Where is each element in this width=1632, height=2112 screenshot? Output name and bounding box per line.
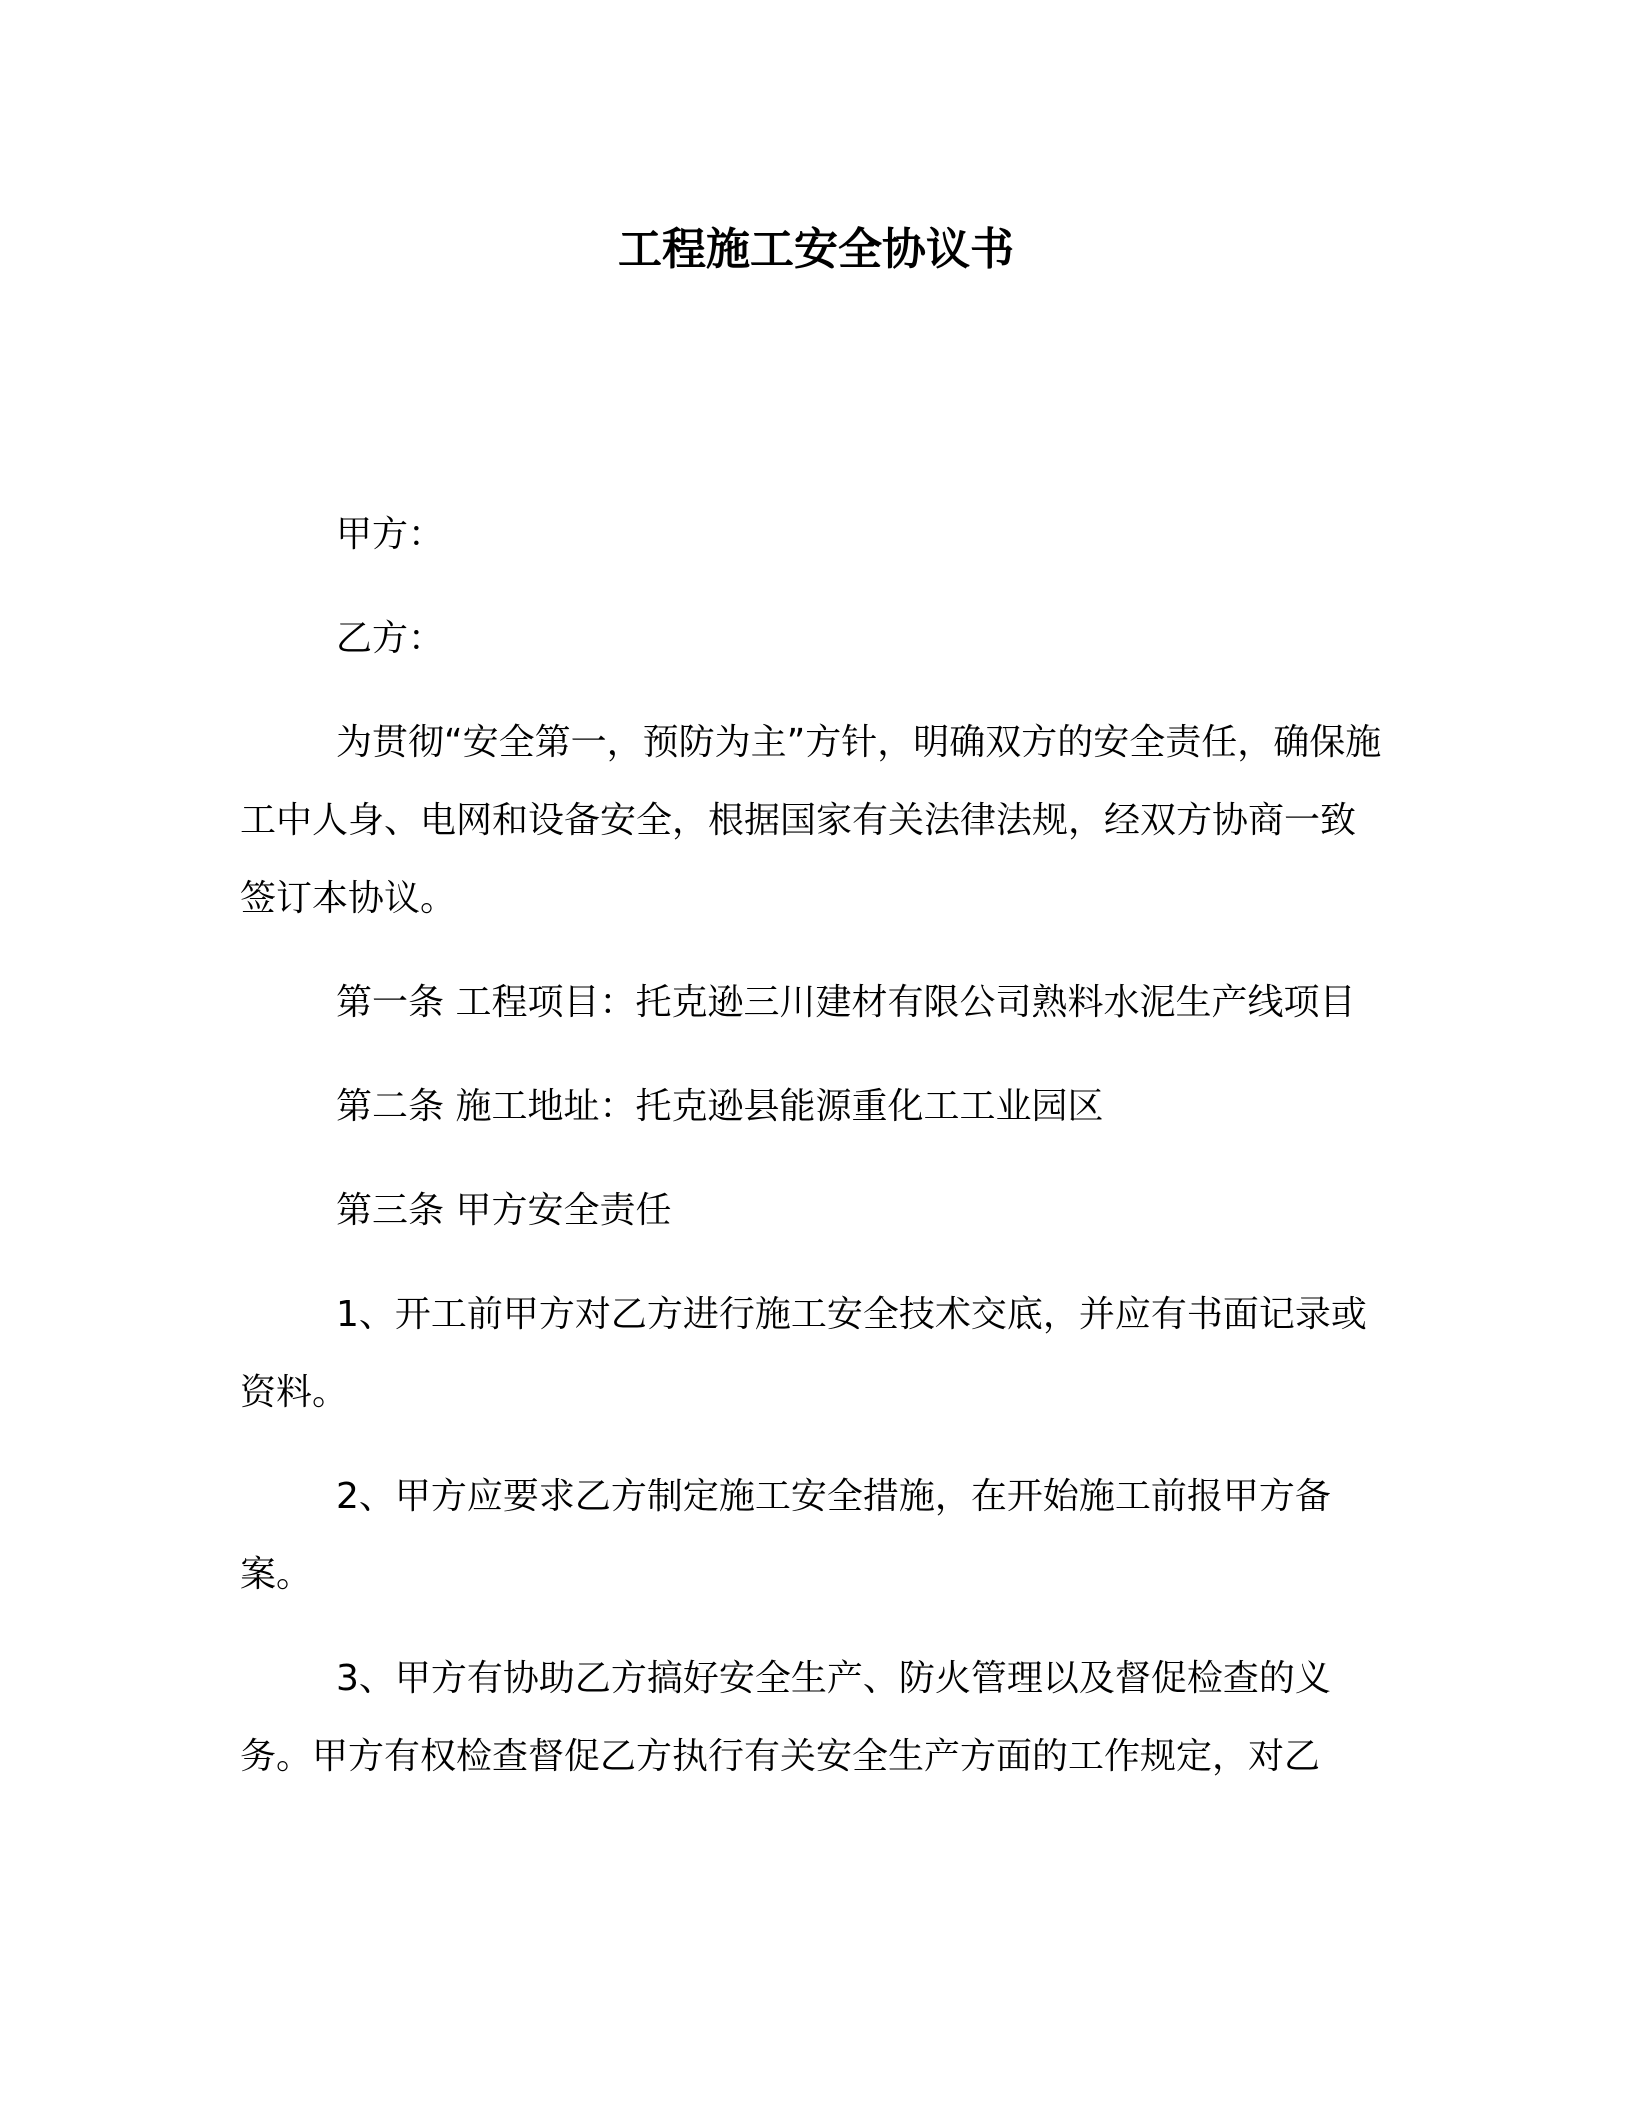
article-2-address: 第二条 施工地址：托克逊县能源重化工工业园区 [336,1086,1104,1127]
article-3-item-3: 3、甲方有协助乙方搞好安全生产、防火管理以及督促检查的义务。甲方有权检查督促乙方执行有关安全生产方面的工作规定，对乙 [240,1658,1331,1777]
article-3-heading: 第三条 甲方安全责任 [336,1190,672,1231]
party-a-line: 甲方： [336,514,445,555]
article-3-item-1: 1、开工前甲方对乙方进行施工安全技术交底，并应有书面记录或资料。 [240,1294,1367,1413]
party-b-line: 乙方： [336,618,445,659]
document-title: 工程施工安全协议书 [618,224,1014,275]
preamble-paragraph: 为贯彻“安全第一，预防为主”方针，明确双方的安全责任，确保施工中人身、电网和设备安全，根据国家有关法律法规，经双方协商一致签订本协议。 [240,722,1382,919]
article-1-project: 第一条 工程项目：托克逊三川建材有限公司熟料水泥生产线项目 [336,982,1356,1023]
document-body [240,496,1390,1822]
article-3-item-2: 2、甲方应要求乙方制定施工安全措施，在开始施工前报甲方备案。 [240,1476,1331,1595]
